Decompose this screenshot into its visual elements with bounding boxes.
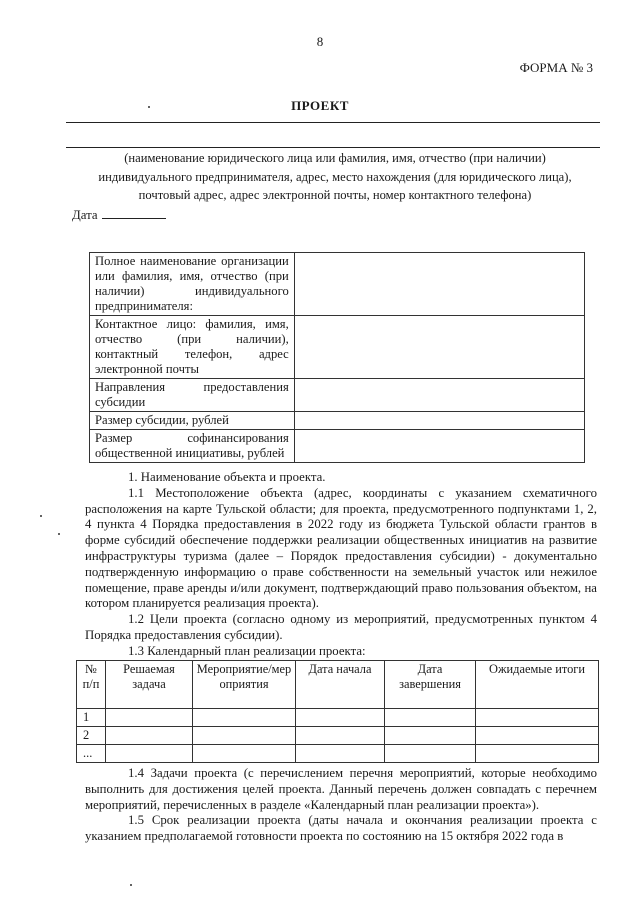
date-row xyxy=(72,207,166,223)
table-cell[interactable] xyxy=(296,709,385,727)
info-label: Размер субсидии, рублей xyxy=(90,412,295,430)
column-header: Решаемая задача xyxy=(106,661,193,709)
table-cell[interactable] xyxy=(385,727,476,745)
table-cell[interactable] xyxy=(385,709,476,727)
section-1-3-text: 1.3 Календарный план реализации проекта: xyxy=(128,643,366,658)
info-label: Размер софинансирования общественной инициативы, рублей xyxy=(90,430,295,463)
section-1-4-text: 1.4 Задачи проекта (с перечислением перечня мероприятий, которые необходимо выполнить для достижения целей проекта. Данный перечень должен совпадать с перечнем мероприятий, перечисленных в разделе «Календарный план реализации проекта»). xyxy=(85,766,597,812)
scan-speck xyxy=(58,533,60,535)
section-1-2-text: 1.2 Цели проекта (согласно одному из мероприятий, предусмотренных пунктом 4 Порядка предоставления субсидии). xyxy=(85,612,597,642)
date-label: Дата xyxy=(72,208,98,222)
info-value-field[interactable] xyxy=(294,379,584,412)
table-row xyxy=(77,727,599,745)
applicant-info-table xyxy=(89,252,585,463)
table-cell[interactable] xyxy=(296,745,385,763)
table-cell[interactable] xyxy=(106,745,193,763)
table-row xyxy=(90,253,585,316)
section-1-5-text: 1.5 Срок реализации проекта (даты начала и окончания реализации проекта с указанием предполагаемой готовности проекта по состоянию на 15 октября 2022 года в xyxy=(85,813,597,844)
info-value-field[interactable] xyxy=(294,430,584,463)
applicant-caption xyxy=(70,149,600,205)
table-cell[interactable] xyxy=(193,727,296,745)
caption-line: индивидуального предпринимателя, адрес, место нахождения (для юридического лица), xyxy=(98,169,572,184)
info-label: Полное наименование организации или фамилия, имя, отчество (при наличии) индивидуального предпринимателя: xyxy=(90,253,295,316)
form-label: ФОРМА № 3 xyxy=(519,60,593,75)
table-row xyxy=(77,745,599,763)
table-cell[interactable] xyxy=(476,727,599,745)
info-value-field[interactable] xyxy=(294,412,584,430)
table-cell[interactable] xyxy=(106,709,193,727)
info-label: Направления предоставления субсидии xyxy=(90,379,295,412)
section-1-block xyxy=(85,470,597,660)
row-number: 2 xyxy=(77,727,106,745)
table-cell[interactable] xyxy=(296,727,385,745)
applicant-line-2 xyxy=(66,147,600,148)
page-number: 8 xyxy=(316,34,324,49)
section-1-continued xyxy=(85,766,597,845)
caption-line: почтовый адрес, адрес электронной почты, номер контактного телефона) xyxy=(138,188,532,202)
column-header: Дата начала xyxy=(296,661,385,709)
table-row xyxy=(90,379,585,412)
column-header: Дата завершения xyxy=(385,661,476,709)
info-label: Контактное лицо: фамилия, имя, отчество (при наличии), контактный телефон, адрес электронной почты xyxy=(90,316,295,379)
caption-line: (наименование юридического лица или фамилия, имя, отчество (при наличии) xyxy=(124,151,546,165)
section-1-heading: 1. Наименование объекта и проекта. xyxy=(128,470,326,484)
table-cell[interactable] xyxy=(106,727,193,745)
applicant-line-1 xyxy=(66,122,600,123)
table-row xyxy=(77,709,599,727)
info-value-field[interactable] xyxy=(294,253,584,316)
info-value-field[interactable] xyxy=(294,316,584,379)
calendar-plan-table xyxy=(76,660,599,763)
table-cell[interactable] xyxy=(193,745,296,763)
table-header-row xyxy=(77,661,599,709)
column-header: № п/п xyxy=(77,661,106,709)
document-title: ПРОЕКТ xyxy=(291,98,349,113)
row-number: 1 xyxy=(77,709,106,727)
table-row xyxy=(90,430,585,463)
table-row xyxy=(90,316,585,379)
table-cell[interactable] xyxy=(385,745,476,763)
scan-speck xyxy=(130,884,132,886)
table-row xyxy=(90,412,585,430)
column-header: Мероприятие/мероприятия xyxy=(193,661,296,709)
date-field[interactable] xyxy=(102,207,166,219)
section-1-1-text: 1.1 Местоположение объекта (адрес, координаты с указанием схематичного расположения на карте Тульской области; для проекта, предусмотренного подпунктами 1, 2, 4 пункта 4 Порядка предоставления в 2022 году из бюджета Тульской области грантов в форме субсидий обеспечение поддержки реализации общественных инициатив на развитие инфраструктуры туризма (далее – Порядок предоставления субсидии) - документально подтвержденную информацию о праве собственности на земельный участок или нежилое помещение, праве аренды и/или документ, подтверждающий право пользования объектом, на котором планируется реализация проекта). xyxy=(85,485,597,611)
scan-speck xyxy=(40,515,42,517)
table-cell[interactable] xyxy=(476,745,599,763)
table-cell[interactable] xyxy=(476,709,599,727)
column-header: Ожидаемые итоги xyxy=(476,661,599,709)
row-number: ... xyxy=(77,745,106,763)
table-cell[interactable] xyxy=(193,709,296,727)
scan-speck xyxy=(148,106,150,108)
